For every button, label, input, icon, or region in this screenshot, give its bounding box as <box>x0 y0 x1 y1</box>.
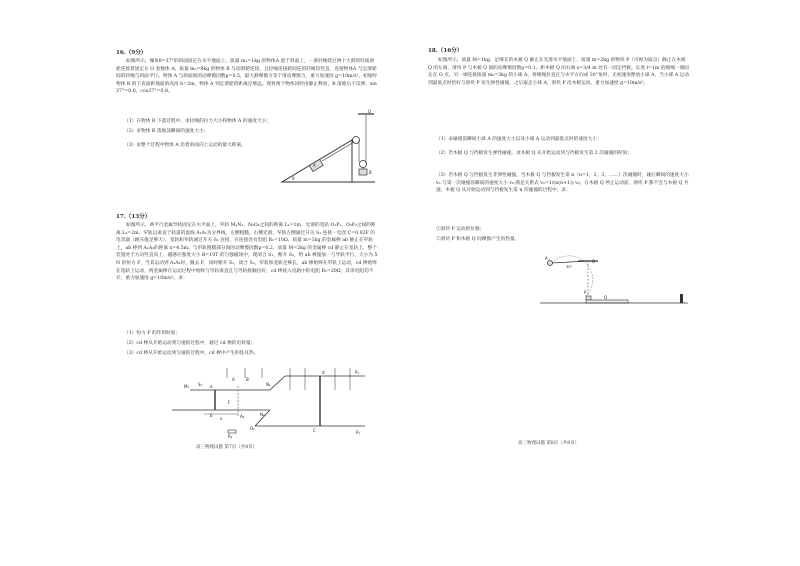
label-f: F <box>228 400 231 405</box>
question-18-part-1: （1）求碰撞前瞬间小球 A 的速度大小以及小球 A 运动到最低点时的速度大小； <box>436 137 602 142</box>
question-16-diagram <box>280 110 380 190</box>
page-footer-left: 高三物理试题 第7页（共8页） <box>196 445 258 450</box>
question-16-body: 如图所示，倾角θ=37°的斜面固定在水平地面上，质量 m₁=1kg 的物体A 置于斜面上，一条轻绳绕过两个大滑的轻质滑轮连接着固定在 O 参数体 A，质量 m₂=8kg 的物体 B 与动滑轮连接，且轻绳连接轮间连的轻绳均竖直，连接物体A 与定滑轮间的轻绳与斜面平行。物体 A 与斜面间的动摩擦因数μ=0.5，最大静摩擦力等于滑动摩擦力，重力加速度 g=10m/s²。初始时物体 B 的下表面距地面的高度 h=2m，物体 A 到定滑轮的距离足够远。现将两个物体同时由静止释放，B 落地后不反弹。sin37°=0.6，cos37°=0.8。 <box>116 59 378 95</box>
question-18-body: 如图所示，质量 M=1kg、足够长的木板 Q 静止在光滑水平地面上，质量 m=2kg 的物块 P（可视为质点）静止在木板 Q 的左端，滑块 P 与木板 Q 间的动摩擦因数μ=0.1。距木板 Q 的右端 s=3/4 m 处有一固定挡板。长度 l=1m 的细绳一端固定在 O 点，另一端连接质量 m₀=3kg 的小球 A，将细绳拉直且与水平方向成 30°角时，无初速度释放小球 A，当小球 A 运动到最低点时恰好与滑块 P 发生弹性碰撞，之后取走小球 A，滑块 P 沿木板运动。重力加速度 g=10m/s²。 <box>428 58 690 86</box>
question-16-part-2: （2）求物体 B 落地前瞬间的速度大小； <box>124 129 209 134</box>
label-a-rod: a <box>210 384 213 389</box>
question-18-part-2: （2）若木板 Q 与挡板发生弹性碰撞，求木板 Q 从开始运动到与挡板发生第 2 次碰撞的时间； <box>436 151 633 156</box>
question-16-title: 16.（9分） <box>116 50 147 56</box>
label-c: C <box>313 428 316 433</box>
label-p1-bottom: P₁ <box>356 430 361 435</box>
label-angle: 30° <box>566 265 573 269</box>
label-a-line: A <box>232 377 235 382</box>
label-n2: N₂ <box>260 412 265 417</box>
question-16-part-3: （3）求整个过程中物体 A 沿着斜面向上运动的最大距离。 <box>124 143 246 148</box>
label-b-rod: b <box>210 413 213 418</box>
label-s1: S₁ <box>198 382 203 387</box>
question-17-part-3: （3）cd 棒从开始运动到匀速的过程中，cd 棒中产生的焦耳热。 <box>124 351 259 356</box>
label-b-field: B <box>246 377 249 382</box>
label-m1: M₁ <box>184 384 190 389</box>
label-a: A <box>313 163 316 168</box>
question-18-part-3: （3）若木板 Q 与挡板发生非弹性碰撞，当木板 Q 与挡板发生第 n（n=1，2，3，……）次碰撞时，碰后瞬间的速度大小 vₙ 与第一次碰撞前瞬间的速度大小 v₀ 满足关系式 vₙ=1/(n(n+1)) v₀，在木板 Q 停止运动前，滑块 P 都不会与木板 Q 共速，木板 Q 从开始运动到与挡板发生第 n 次碰撞的过程中，求： <box>436 173 689 194</box>
question-16-part-1: （1）在物体 B 下落过程中，求轻绳的拉力大小和物体 A 的速度大小； <box>124 119 272 124</box>
label-b: B <box>369 170 372 175</box>
label-theta: θ <box>292 176 295 181</box>
question-17-part-2: （2）cd 棒从开始运动到匀速的过程中，通过 cd 棒的电荷量； <box>124 341 256 346</box>
label-q: Q <box>604 295 608 300</box>
label-o1: O₁ <box>250 426 255 431</box>
board-q <box>586 300 628 303</box>
exam-page-right <box>400 0 800 566</box>
label-p1-top: P₁ <box>355 370 360 375</box>
block-p <box>586 296 591 300</box>
label-x: x <box>220 416 223 421</box>
fixed-pulley <box>353 137 360 144</box>
page-footer-right: 高三物理试题 第8页（共8页） <box>518 441 580 446</box>
ball-a <box>548 261 553 266</box>
question-18-part-3-i: ①滑块 P 运动的位移； <box>436 227 485 232</box>
question-18-diagram <box>540 258 690 318</box>
question-17-part-1: （1）恒力 F 的作用时间； <box>124 331 181 336</box>
fixed-baffle <box>680 294 683 303</box>
question-17-diagram <box>170 368 370 440</box>
label-d: d <box>322 370 325 375</box>
question-18-title: 18.（16分） <box>428 48 463 54</box>
question-17-body: 如图所示，两平行金属导轨固定在水平面上，窄轨 M₁N₁、N₂O₂之间的距离 L₁=1m，光滑的宽轨 O₁P₁、O₂P₂之间的距离 L₂=2m，窄轨以垂直于轨道的虚线 A₁A₂为分界线，左侧粗糙，右侧光滑，窄轨左侧通过开关 S₁ 连接一电容 C=0.02F 的电容器（耐压值足够大），宽轨和窄轨通过开关 S₂ 连接，在连接处有电阻 R₁=10Ω。质量 m=1kg 的金属棒 ab 静止在窄轨上，ab 棒到 A₁A₂的距离 x=4.5m，与窄轨粗糙部分间的动摩擦因数μ=0.2，质量 M=2kg 的金属棒 cd 静止在宽轨上，整个装置处于方向竖直向上、磁感应强度大小 B=10T 的匀强磁场中，现闭合 S₁，断开 S₂，给 ab 棒施加一与导轨平行、大小为 5N 的恒力 F，当其运动到 A₁A₂时，撤去 F，同时断开 S₁，闭合 S₂，窄轨和宽轨足够长，ab 棒始终在窄轨上运动，cd 棒始终在宽轨上运动，两金属棒在运动过程中始终与导轨垂直且与导轨接触良好，cd 棒接入电路中的电阻 R₂=20Ω，其余电阻均不计，重力加速度 g=10m/s²。求： <box>116 223 378 282</box>
label-o: O <box>368 109 372 114</box>
label-o: O <box>592 259 596 264</box>
label-a: A <box>545 256 548 261</box>
question-17-title: 17.（13分） <box>116 214 151 220</box>
label-n1: N₁ <box>266 382 271 387</box>
block-a <box>309 159 323 171</box>
movable-pulley <box>360 161 367 168</box>
block-b <box>359 169 367 175</box>
question-18-part-3-ii: ②滑块 P 和木板 Q 间摩擦产生的热量。 <box>436 237 520 242</box>
label-p: P <box>584 290 587 295</box>
label-a2: A₂ <box>240 414 245 419</box>
label-r1: R₁ <box>228 434 233 439</box>
